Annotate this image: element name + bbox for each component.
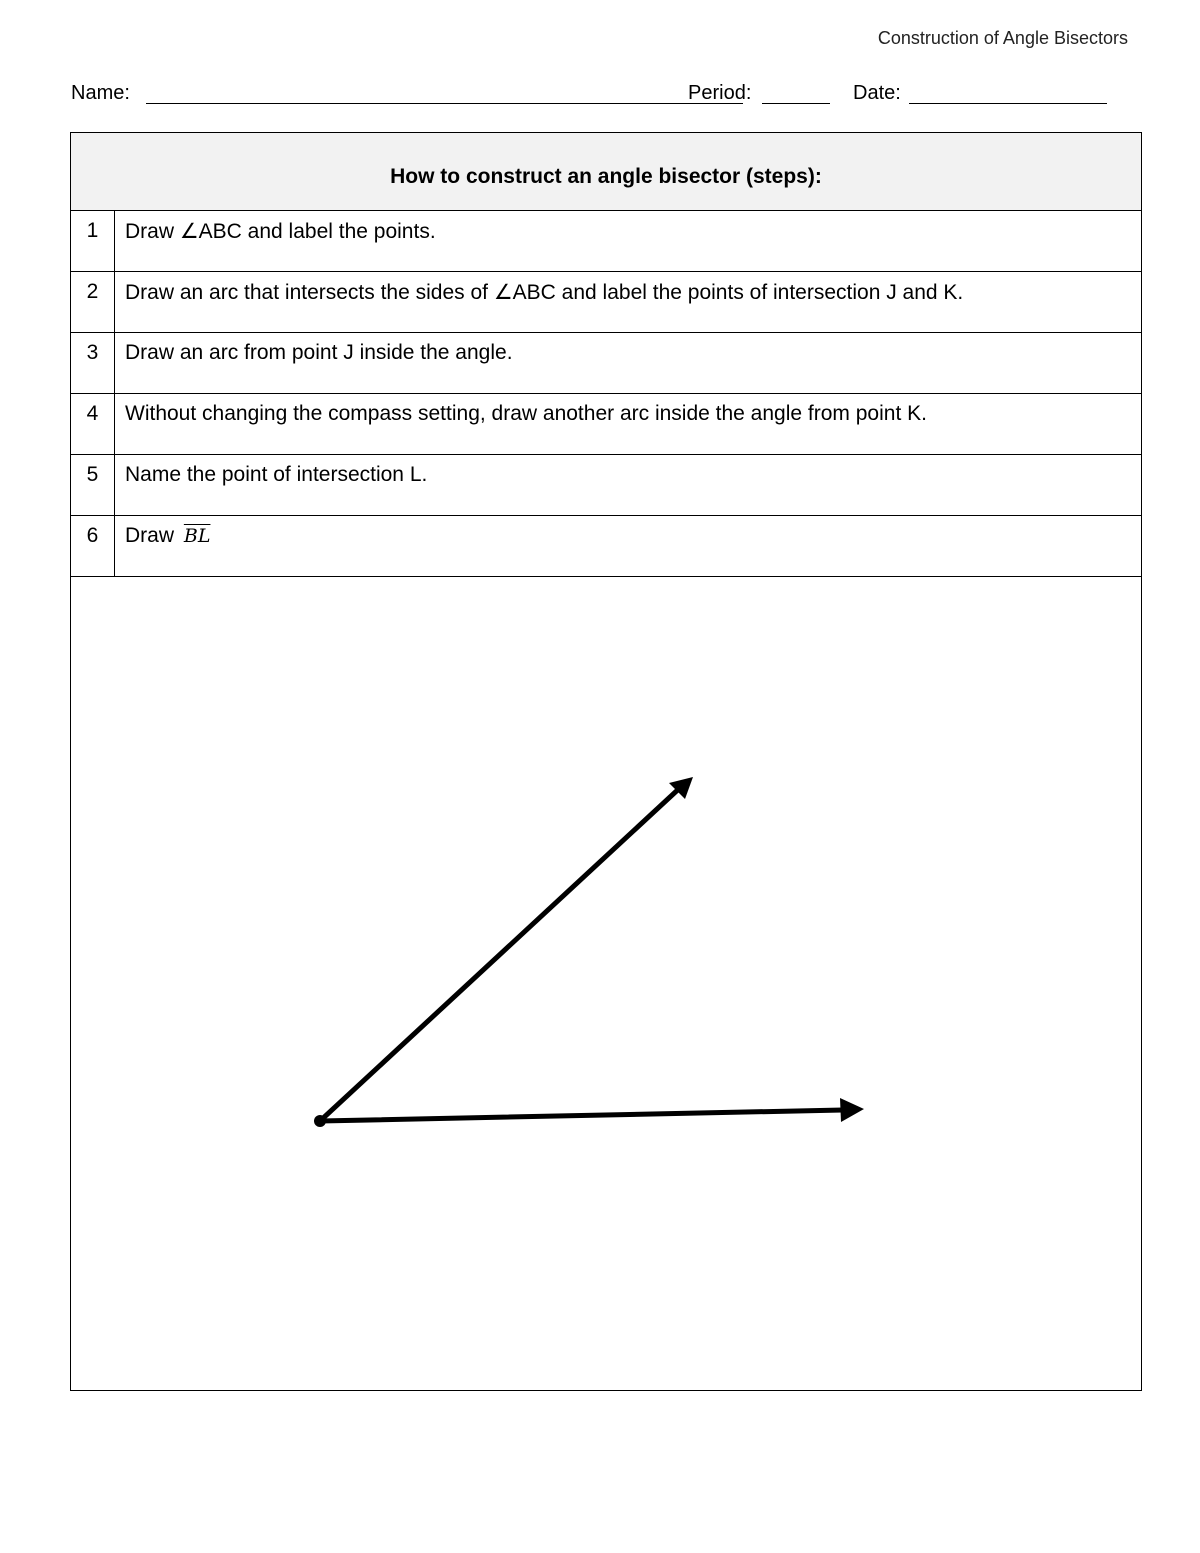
- step-number: 5: [71, 455, 115, 515]
- vertex-point: [314, 1115, 326, 1127]
- step-row: [71, 272, 1141, 333]
- construction-area[interactable]: [71, 577, 1141, 1391]
- name-field[interactable]: [146, 103, 743, 104]
- name-label: Name:: [71, 82, 130, 104]
- step-text: Name the point of intersection L.: [125, 463, 428, 486]
- step-row: [71, 516, 1141, 577]
- step-text: Draw an arc that intersects the sides of ∠ABC and label the points of intersection J and K.: [125, 281, 964, 304]
- step-row: [71, 211, 1141, 272]
- running-header: Construction of Angle Bisectors: [877, 28, 1128, 48]
- date-label: Date:: [853, 82, 901, 104]
- step-number: 1: [71, 211, 115, 271]
- step-row: [71, 394, 1141, 455]
- step-number: 4: [71, 394, 115, 454]
- period-field[interactable]: [762, 103, 830, 104]
- date-field[interactable]: [909, 103, 1107, 104]
- step-text: Draw an arc from point J inside the angle.: [125, 341, 513, 364]
- lower-ray-arrowhead-icon: [840, 1098, 864, 1122]
- step-number: 3: [71, 333, 115, 393]
- upper-ray: [320, 785, 683, 1121]
- steps-title: How to construct an angle bisector (steps):: [71, 133, 1141, 211]
- segment-bl-notation: $\overline{BL}$: [183, 525, 211, 547]
- step-number: 2: [71, 272, 115, 332]
- steps-worksheet: [70, 132, 1142, 1391]
- step-number: 6: [71, 516, 115, 576]
- student-info-line: [71, 82, 1131, 108]
- step-row: [71, 333, 1141, 394]
- angle-figure: [71, 577, 1140, 1391]
- period-label: Period:: [688, 82, 752, 104]
- lower-ray: [320, 1110, 843, 1121]
- step-text-prefix: Draw: [125, 524, 175, 547]
- step-text: Draw ∠ABC and label the points.: [125, 220, 436, 243]
- step-text: [115, 516, 1141, 576]
- step-row: [71, 455, 1141, 516]
- step-text: Without changing the compass setting, draw another arc inside the angle from point K.: [125, 402, 927, 425]
